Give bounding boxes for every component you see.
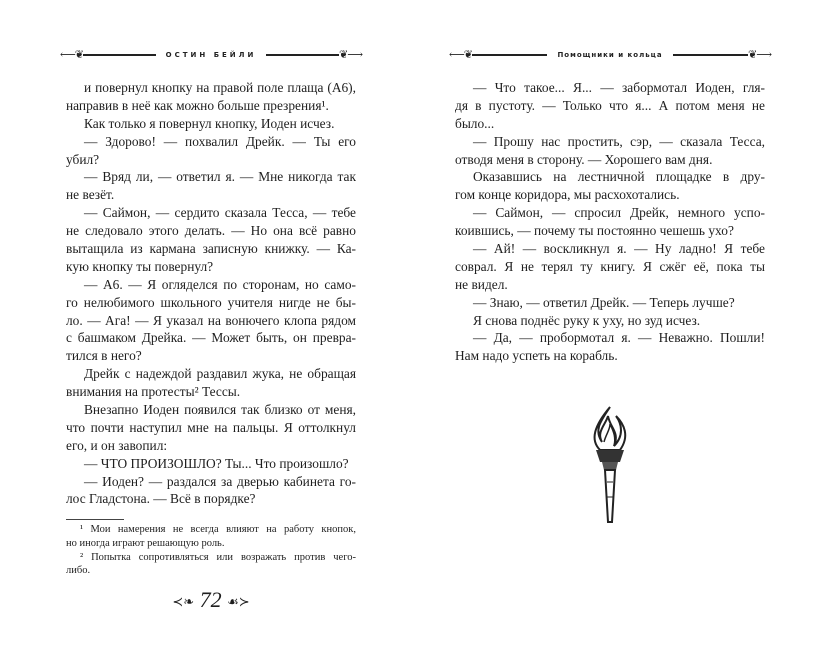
- paragraph: [66, 365, 356, 401]
- text-line: Дрейк с надеждой раздавил жука, не обращая: [84, 366, 356, 382]
- text-line: Оказавшись на лестничной площадке в дру-: [473, 169, 765, 185]
- paragraph: [66, 276, 356, 365]
- body-text: [455, 79, 765, 365]
- text-line: внимания на протесты² Тессы.: [66, 384, 241, 400]
- paragraph: [66, 168, 356, 204]
- paragraph: [66, 455, 356, 473]
- text-line: его, и он завопил:: [66, 437, 168, 453]
- torch-illustration-icon: [580, 402, 640, 527]
- text-line: — ЧТО ПРОИЗОШЛО? Ты... Что произошло?: [84, 455, 349, 471]
- text-line: Как только я повернул кнопку, Иоден исчез.: [84, 115, 335, 131]
- running-head-chapter: Помощники и кольца: [557, 51, 663, 59]
- text-line: Я снова поднёс руку к уху, но зуд исчез.: [473, 312, 701, 328]
- text-line: — Вряд ли, — ответил я. — Мне никогда так: [84, 169, 356, 185]
- paragraph: [66, 551, 356, 579]
- header-rule: [673, 54, 748, 56]
- text-line: не следовало этого делать. — Но она всё равно: [66, 223, 356, 239]
- text-line: — Саймон, — спросил Дрейк, немного успо-: [473, 205, 765, 221]
- footnotes: [66, 523, 356, 578]
- text-line: было...: [455, 115, 495, 131]
- text-line: соврал. Я не терял ту книгу. Я сжёг её, пока ты: [455, 258, 765, 274]
- running-head-author: ОСТИН БЕЙЛИ: [165, 51, 257, 59]
- header-rule: [83, 54, 156, 56]
- text-line: коившись, — почему ты постоянно чешешь ухо?: [455, 223, 734, 239]
- text-line: — Ай! — воскликнул я. — Ну ладно! Я тебе: [473, 241, 765, 257]
- header-rule: [472, 54, 547, 56]
- text-line: с башмаком Дрейка. — Может быть, он превра-: [66, 330, 356, 346]
- text-line: не везёт.: [66, 187, 115, 203]
- text-line: — Что такое... Я... — забормотал Иоден, гля-: [473, 80, 765, 95]
- text-line: что почти наступил мне на пальцы. Я оттолкнул: [66, 419, 356, 435]
- text-line: — Иоден? — раздался за дверью кабинета го-: [84, 473, 356, 489]
- text-line: лос Гладстона. — Всё в порядке?: [66, 491, 256, 507]
- text-line: — А6. — Я огляделся по сторонам, но само-: [84, 276, 356, 292]
- body-text: [66, 79, 356, 508]
- text-line: ² Попытка сопротивляться или возражать против чего-: [80, 551, 356, 563]
- paragraph: [66, 523, 356, 551]
- flourish-ornament-icon: ❦⟶: [748, 49, 772, 61]
- text-line: направив в неё как можно больше презрения¹.: [66, 97, 329, 113]
- paragraph: [455, 329, 765, 365]
- text-line: — Прошу нас простить, сэр, — сказала Тесса,: [473, 133, 765, 149]
- text-line: кую кнопку ты повернул?: [66, 258, 214, 274]
- ornament-left-icon: ≺❧: [172, 593, 195, 609]
- paragraph: [66, 401, 356, 455]
- text-line: го нелюбимого школьного учителя нигде не бы-: [66, 294, 356, 310]
- text-line: и повернул кнопку на правой поле плаща (А6),: [84, 80, 356, 95]
- text-line: не видел.: [455, 276, 508, 292]
- text-line: — Да, — пробормотал я. — Неважно. Пошли!: [473, 330, 765, 346]
- text-line: — Саймон, — сердито сказала Тесса, — тебе: [84, 205, 356, 221]
- paragraph: [455, 240, 765, 294]
- text-line: Внезапно Иоден появился так близко от меня,: [84, 402, 356, 418]
- text-line: убил?: [66, 151, 100, 167]
- text-line: ¹ Мои намерения не всегда влияют на работу кнопок,: [80, 524, 356, 535]
- paragraph: [455, 204, 765, 240]
- page-number: [66, 586, 356, 616]
- header-rule: [266, 54, 339, 56]
- text-line: но иногда играют решающую роль.: [66, 537, 225, 549]
- ornament-right-icon: ☙≻: [227, 593, 250, 609]
- page-number-text: 72: [199, 587, 222, 612]
- right-page: [449, 0, 772, 656]
- text-line: — Знаю, — ответил Дрейк. — Теперь лучше?: [473, 294, 735, 310]
- paragraph: [66, 473, 356, 509]
- text-line: ло. — Ага! — Я указал на вонючего клопа рядом: [66, 312, 356, 328]
- paragraph: [66, 204, 356, 276]
- paragraph: [455, 312, 765, 330]
- text-line: тился в него?: [66, 348, 142, 364]
- running-header: [60, 48, 362, 62]
- flourish-ornament-icon: ⟵❦: [60, 49, 83, 61]
- paragraph: [455, 133, 765, 169]
- paragraph: [455, 79, 765, 133]
- flourish-ornament-icon: ⟵❦: [449, 49, 472, 61]
- text-line: — Здорово! — похвалил Дрейк. — Ты его: [84, 133, 356, 149]
- footnote-divider: [66, 519, 124, 520]
- paragraph: [455, 294, 765, 312]
- text-line: либо.: [66, 565, 91, 577]
- text-line: дя в пустоту. — Только что я... А потом меня не: [455, 97, 765, 113]
- text-line: отводя меня в сторону. — Хорошего вам дня.: [455, 151, 713, 167]
- left-page: [60, 0, 363, 656]
- running-header: [449, 48, 771, 62]
- text-line: Нам надо успеть на корабль.: [455, 348, 618, 364]
- text-line: гом конце коридора, мы расхохотались.: [455, 187, 680, 203]
- paragraph: [66, 79, 356, 115]
- text-line: вытащила из кармана записную книжку. — Ка-: [66, 241, 356, 257]
- paragraph: [66, 115, 356, 133]
- paragraph: [455, 168, 765, 204]
- flourish-ornament-icon: ❦⟶: [339, 49, 363, 61]
- paragraph: [66, 133, 356, 169]
